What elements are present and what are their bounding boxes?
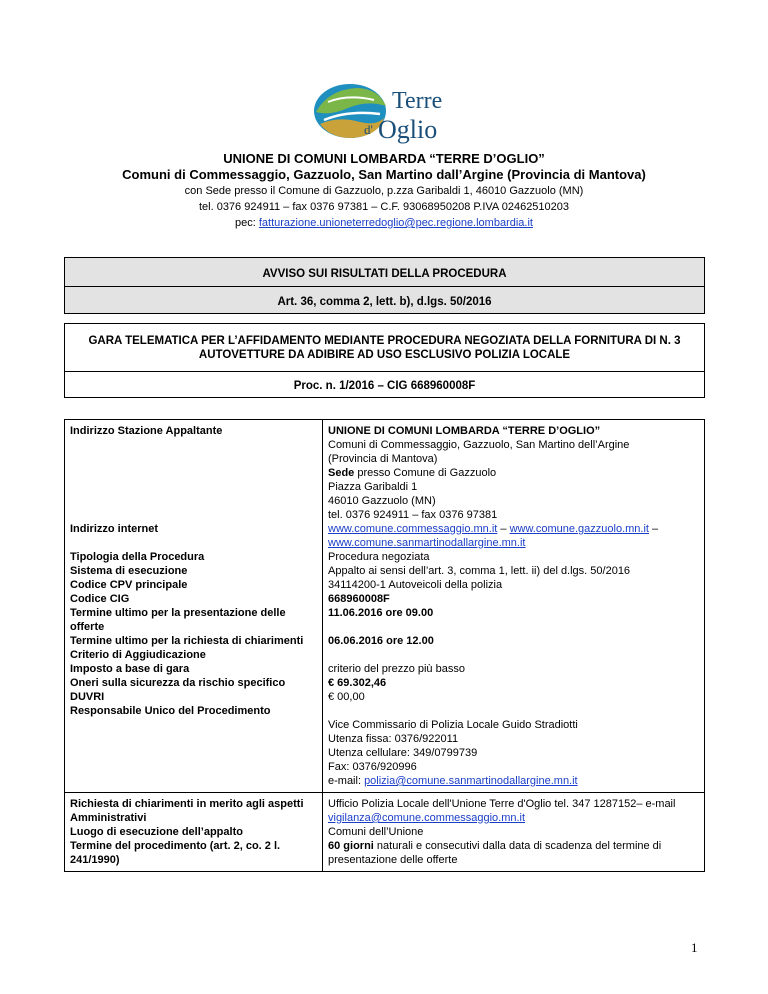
notice-title: AVVISO SUI RISULTATI DELLA PROCEDURA	[262, 268, 507, 280]
label-criterio: Criterio di Aggiudicazione	[70, 649, 206, 661]
value-tipologia: Procedura negoziata	[328, 551, 430, 563]
chiarimenti-email-link[interactable]: vigilanza@comune.commessaggio.mn.it	[328, 812, 526, 824]
rup-line: Utenza fissa: 0376/922011	[328, 733, 459, 745]
notice-divider	[65, 286, 704, 287]
termine-rest: naturali e consecutivi dalla data di scadenza del termine di presentazione delle offerte	[328, 840, 662, 866]
label-stazione-appaltante: Indirizzo Stazione Appaltante	[70, 425, 223, 437]
header-contacts: tel. 0376 924911 – fax 0376 97381 – C.F. 93068950208 P.IVA 02462510203	[198, 201, 570, 213]
value-termine-offerte: 11.06.2016 ore 09.00	[328, 607, 434, 619]
tender-title-line2: AUTOVETTURE DA ADIBIRE AD USO ESCLUSIVO POLIZIA LOCALE	[198, 349, 571, 361]
rup-email-label: e-mail:	[328, 775, 365, 787]
value-luogo: Comuni dell’Unione	[328, 826, 424, 838]
notice-reference: Art. 36, comma 2, lett. b), d.lgs. 50/2016	[277, 296, 492, 308]
value-termine-chiarimenti: 06.06.2016 ore 12.00	[328, 635, 434, 647]
label-rup: Responsabile Unico del Procedimento	[70, 705, 271, 717]
value-oneri: € 00,00	[328, 691, 365, 703]
rup-email	[328, 774, 699, 788]
sa-line: (Provincia di Mantova)	[328, 453, 438, 465]
termine-bold: 60 giorni	[328, 840, 374, 852]
web-link-gazzuolo[interactable]: www.comune.gazzuolo.mn.it	[509, 523, 649, 535]
label-tipologia: Tipologia della Procedura	[70, 551, 205, 563]
web-links	[328, 522, 699, 536]
chiarimenti-text: Ufficio Polizia Locale dell'Unione Terre d'Oglio tel. 347 1287152– e-mail	[328, 798, 676, 810]
details-table	[64, 419, 705, 872]
table-row	[65, 420, 705, 793]
web-sep: –	[648, 523, 659, 535]
notice-box	[64, 257, 705, 314]
sa-line: Piazza Garibaldi 1	[328, 481, 418, 493]
labels-cell-2	[65, 793, 323, 872]
label-oneri: Oneri sulla sicurezza da rischio specifico DUVRI	[70, 677, 286, 703]
terre-doglio-logo	[308, 80, 458, 146]
value-chiarimenti	[328, 797, 699, 825]
sede-bold: Sede	[328, 467, 355, 479]
value-cig: 668960008F	[328, 593, 390, 605]
header-title: UNIONE DI COMUNI LOMBARDA “TERRE D’OGLIO”	[223, 151, 545, 166]
label-sistema: Sistema di esecuzione	[70, 565, 188, 577]
svg-text:d': d'	[364, 122, 373, 137]
tender-proc: Proc. n. 1/2016 – CIG 668960008F	[293, 380, 476, 392]
tender-title-line1: GARA TELEMATICA PER L’AFFIDAMENTO MEDIANTE PROCEDURA NEGOZIATA DELLA FORNITURA DI N. 3	[88, 335, 681, 347]
tender-divider	[65, 371, 704, 372]
sa-line: 46010 Gazzuolo (MN)	[328, 495, 436, 507]
rup-line: Utenza cellulare: 349/0799739	[328, 747, 478, 759]
value-importo: € 69.302,46	[328, 677, 387, 689]
rup-line: Vice Commissario di Polizia Locale Guido Stradiotti	[328, 719, 578, 731]
value-sistema: Appalto ai sensi dell’art. 3, comma 1, lett. ii) del d.lgs. 50/2016	[328, 565, 631, 577]
label-indirizzo-internet: Indirizzo internet	[70, 523, 158, 535]
label-termine-procedimento: Termine del procedimento (art. 2, co. 2 l. 241/1990)	[70, 840, 281, 866]
tender-title	[65, 334, 704, 362]
web-sep: –	[497, 523, 510, 535]
sede-rest: presso Comune di Gazzuolo	[354, 467, 497, 479]
svg-text:Terre: Terre	[392, 88, 443, 114]
sa-sede	[328, 466, 699, 480]
svg-text:Oglio: Oglio	[378, 115, 438, 144]
values-cell	[323, 420, 705, 793]
web-links-2	[328, 536, 699, 550]
sa-name: UNIONE DI COMUNI LOMBARDA “TERRE D’OGLIO”	[328, 425, 601, 437]
label-termine-offerte: Termine ultimo per la presentazione delle offerte	[70, 607, 286, 633]
pec-link[interactable]: fatturazione.unioneterredoglio@pec.regione.lombardia.it	[258, 217, 533, 229]
web-link-commessaggio[interactable]: www.comune.commessaggio.mn.it	[328, 523, 498, 535]
sa-line: Comuni di Commessaggio, Gazzuolo, San Martino dell’Argine	[328, 439, 630, 451]
rup-email-link[interactable]: polizia@comune.sanmartinodallargine.mn.it	[364, 775, 578, 787]
header-pec	[0, 217, 768, 229]
values-cell-2	[323, 793, 705, 872]
sa-line: tel. 0376 924911 – fax 0376 97381	[328, 509, 498, 521]
tender-box	[64, 323, 705, 398]
labels-cell	[65, 420, 323, 793]
label-chiarimenti-amministrativi: Richiesta di chiarimenti in merito agli aspetti Amministrativi	[70, 798, 304, 824]
page-number: 1	[691, 940, 698, 955]
table-row	[65, 793, 705, 872]
value-termine-procedimento	[328, 839, 699, 867]
value-cpv: 34114200-1 Autoveicoli della polizia	[328, 579, 503, 591]
header-subtitle: Comuni di Commessaggio, Gazzuolo, San Martino dall’Argine (Provincia di Mantova)	[122, 167, 646, 182]
label-cpv: Codice CPV principale	[70, 579, 188, 591]
web-link-sanmartino[interactable]: www.comune.sanmartinodallargine.mn.it	[328, 537, 526, 549]
pec-label: pec:	[235, 217, 259, 229]
rup-line: Fax: 0376/920996	[328, 761, 417, 773]
value-criterio: criterio del prezzo più basso	[328, 663, 465, 675]
label-importo: Imposto a base di gara	[70, 663, 190, 675]
label-luogo: Luogo di esecuzione dell’appalto	[70, 826, 243, 838]
header-address: con Sede presso il Comune di Gazzuolo, p.zza Garibaldi 1, 46010 Gazzuolo (MN)	[184, 185, 584, 197]
label-cig: Codice CIG	[70, 593, 130, 605]
label-termine-chiarimenti: Termine ultimo per la richiesta di chiarimenti	[70, 635, 304, 647]
